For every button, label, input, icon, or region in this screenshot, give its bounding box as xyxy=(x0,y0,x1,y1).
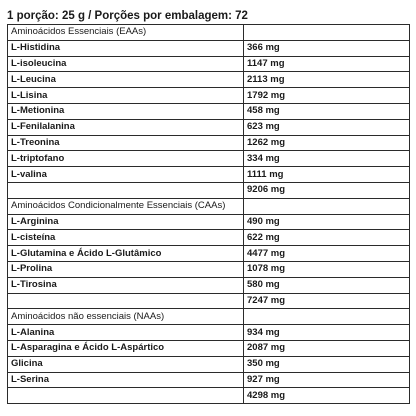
amino-acid-name: L-Glutamina e Ácido L-Glutâmico xyxy=(8,246,244,262)
table-row xyxy=(8,372,410,388)
amino-acid-name: L-Fenilalanina xyxy=(8,119,244,135)
amino-acid-name: L-Alanina xyxy=(8,325,244,341)
amino-acid-name: L-Tirosina xyxy=(8,277,244,293)
amino-acid-amount: 458 mg xyxy=(244,103,410,119)
table-row xyxy=(8,246,410,262)
amino-acid-name: L-Metionina xyxy=(8,103,244,119)
amino-acid-name: L-triptofano xyxy=(8,151,244,167)
section-title: Aminoácidos Condicionalmente Essenciais (CAAs) xyxy=(8,198,244,214)
amino-acid-table xyxy=(7,24,410,404)
amino-acid-amount: 623 mg xyxy=(244,119,410,135)
section-title: Aminoácidos não essenciais (NAAs) xyxy=(8,309,244,325)
amino-acid-name: L-Prolina xyxy=(8,261,244,277)
table-row xyxy=(8,72,410,88)
table-row xyxy=(8,88,410,104)
table-row xyxy=(8,103,410,119)
section-header-row xyxy=(8,25,410,41)
amino-acid-amount: 1111 mg xyxy=(244,167,410,183)
amino-acid-name: Glicina xyxy=(8,356,244,372)
amino-acid-amount: 1792 mg xyxy=(244,88,410,104)
amino-acid-name: L-Lisina xyxy=(8,88,244,104)
amino-acid-amount: 366 mg xyxy=(244,40,410,56)
amino-acid-name: L-valina xyxy=(8,167,244,183)
table-row xyxy=(8,261,410,277)
amino-acid-amount: 2113 mg xyxy=(244,72,410,88)
section-total-label-cell xyxy=(8,293,244,309)
section-total-value: 9206 mg xyxy=(244,182,410,198)
amino-acid-amount: 1078 mg xyxy=(244,261,410,277)
amino-acid-name: L-isoleucina xyxy=(8,56,244,72)
table-row xyxy=(8,167,410,183)
amino-acid-amount: 927 mg xyxy=(244,372,410,388)
section-total-value: 4298 mg xyxy=(244,388,410,404)
amino-acid-name: L-Arginina xyxy=(8,214,244,230)
amino-acid-amount: 334 mg xyxy=(244,151,410,167)
amino-acid-amount: 1147 mg xyxy=(244,56,410,72)
amino-acid-amount: 350 mg xyxy=(244,356,410,372)
section-title: Aminoácidos Essenciais (EAAs) xyxy=(8,25,244,41)
section-header-row xyxy=(8,198,410,214)
table-row xyxy=(8,135,410,151)
amino-acid-name: L-Histidina xyxy=(8,40,244,56)
table-row xyxy=(8,119,410,135)
table-row xyxy=(8,230,410,246)
section-total-label-cell xyxy=(8,388,244,404)
amino-acid-amount: 1262 mg xyxy=(244,135,410,151)
amino-acid-table-body xyxy=(8,25,410,404)
table-row xyxy=(8,151,410,167)
amino-acid-amount: 490 mg xyxy=(244,214,410,230)
section-total-row xyxy=(8,293,410,309)
section-title-value-cell xyxy=(244,309,410,325)
amino-acid-amount: 4477 mg xyxy=(244,246,410,262)
section-title-value-cell xyxy=(244,198,410,214)
table-row xyxy=(8,340,410,356)
table-row xyxy=(8,56,410,72)
amino-acid-name: L-cisteína xyxy=(8,230,244,246)
table-row xyxy=(8,214,410,230)
table-row xyxy=(8,325,410,341)
section-total-label-cell xyxy=(8,182,244,198)
section-header-row xyxy=(8,309,410,325)
table-row xyxy=(8,40,410,56)
section-total-row xyxy=(8,182,410,198)
serving-info-header: 1 porção: 25 g / Porções por embalagem: 72 xyxy=(7,10,248,22)
amino-acid-amount: 934 mg xyxy=(244,325,410,341)
amino-acid-name: L-Serina xyxy=(8,372,244,388)
table-row xyxy=(8,277,410,293)
amino-acid-name: L-Treonina xyxy=(8,135,244,151)
amino-acid-name: L-Leucina xyxy=(8,72,244,88)
section-total-row xyxy=(8,388,410,404)
section-total-value: 7247 mg xyxy=(244,293,410,309)
amino-acid-amount: 2087 mg xyxy=(244,340,410,356)
amino-acid-amount: 580 mg xyxy=(244,277,410,293)
amino-acid-amount: 622 mg xyxy=(244,230,410,246)
section-title-value-cell xyxy=(244,25,410,41)
amino-acid-name: L-Asparagina e Ácido L-Aspártico xyxy=(8,340,244,356)
table-row xyxy=(8,356,410,372)
